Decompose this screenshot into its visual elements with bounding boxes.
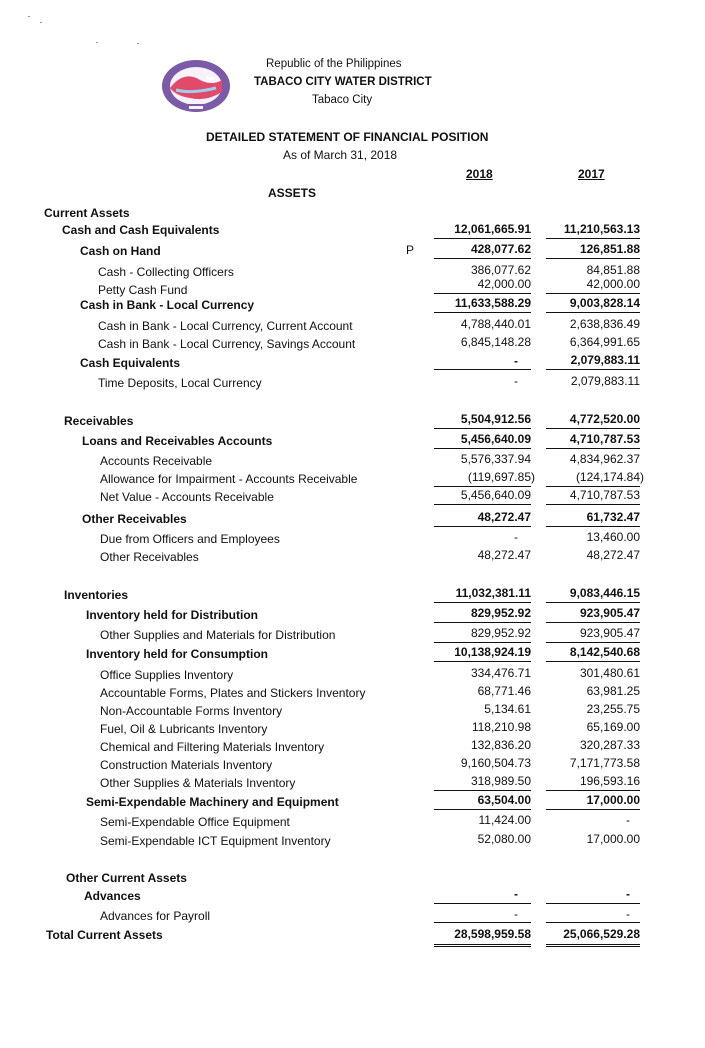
time-deposits-2017: 2,079,883.11 bbox=[570, 374, 640, 388]
statement-date: As of March 31, 2018 bbox=[283, 148, 398, 162]
advances-2018: - bbox=[514, 887, 518, 901]
total-current-2017: 25,066,529.28 bbox=[563, 927, 640, 941]
inventories-label: Inventories bbox=[64, 588, 129, 602]
cash-equivalents-2018: 12,061,665.91 bbox=[454, 222, 531, 236]
chemical-label: Chemical and Filtering Materials Inventory bbox=[100, 740, 325, 754]
cash-bank-current-label: Cash in Bank - Local Currency, Current Account bbox=[98, 319, 353, 333]
total-current-label: Total Current Assets bbox=[46, 928, 163, 942]
other-recv-2017: 61,732.47 bbox=[586, 510, 640, 524]
net-value-2017: 4,710,787.53 bbox=[569, 488, 640, 502]
statement-title: DETAILED STATEMENT OF FINANCIAL POSITION bbox=[206, 130, 489, 144]
construction-2017: 7,171,773.58 bbox=[569, 756, 640, 770]
cash-bank-label: Cash in Bank - Local Currency bbox=[80, 298, 255, 312]
semi-office-2018: 11,424.00 bbox=[478, 813, 531, 827]
semi-office-label: Semi-Expendable Office Equipment bbox=[100, 815, 290, 829]
inv-dist-2018: 829,952.92 bbox=[470, 606, 531, 620]
semi-ict-label: Semi-Expendable ICT Equipment Inventory bbox=[100, 834, 331, 848]
petty-cash-2018: 42,000.00 bbox=[477, 277, 531, 291]
scan-speck bbox=[137, 43, 139, 44]
office-supplies-label: Office Supplies Inventory bbox=[100, 668, 234, 682]
non-accountable-2018: 5,134.61 bbox=[484, 702, 531, 716]
other-supplies-label: Other Supplies & Materials Inventory bbox=[100, 776, 296, 790]
cash-collecting-label: Cash - Collecting Officers bbox=[98, 265, 234, 279]
cash-on-hand-label: Cash on Hand bbox=[80, 244, 161, 258]
net-value-label: Net Value - Accounts Receivable bbox=[100, 490, 274, 504]
loans-recv-2018: 5,456,640.09 bbox=[460, 432, 531, 446]
other-recv-label: Other Receivables bbox=[82, 512, 187, 526]
cash-bank-savings-2018: 6,845,148.28 bbox=[460, 335, 531, 349]
other-recv-2018: 48,272.47 bbox=[477, 510, 531, 524]
other-current-label: Other Current Assets bbox=[66, 871, 187, 885]
petty-cash-label: Petty Cash Fund bbox=[98, 283, 188, 297]
column-header-2017: 2017 bbox=[578, 167, 605, 181]
accounts-recv-2018: 5,576,337.94 bbox=[460, 452, 531, 466]
cash-equivalents-2017: 11,210,563.13 bbox=[563, 222, 640, 236]
cash-equiv-sub-2018: - bbox=[514, 354, 518, 368]
due-officers-label: Due from Officers and Employees bbox=[100, 532, 280, 546]
agency-name: TABACO CITY WATER DISTRICT bbox=[254, 76, 432, 88]
agency-logo bbox=[160, 58, 234, 114]
semi-exp-label: Semi-Expendable Machinery and Equipment bbox=[86, 795, 339, 809]
due-officers-2018: - bbox=[514, 530, 518, 544]
accounts-recv-label: Accounts Receivable bbox=[100, 454, 213, 468]
chemical-2017: 320,287.33 bbox=[579, 738, 640, 752]
other-supplies-2018: 318,989.50 bbox=[470, 774, 531, 788]
accountable-forms-label: Accountable Forms, Plates and Stickers Inventory bbox=[100, 686, 366, 700]
semi-exp-2018: 63,504.00 bbox=[477, 793, 531, 807]
inv-cons-label: Inventory held for Consumption bbox=[86, 647, 268, 661]
other-supplies-dist-label: Other Supplies and Materials for Distribution bbox=[100, 628, 336, 642]
advances-payroll-2018: - bbox=[514, 907, 518, 921]
fuel-2017: 65,169.00 bbox=[586, 720, 640, 734]
non-accountable-label: Non-Accountable Forms Inventory bbox=[100, 704, 283, 718]
accounts-recv-2017: 4,834,962.37 bbox=[569, 452, 640, 466]
cash-equiv-sub-label: Cash Equivalents bbox=[80, 356, 181, 370]
office-supplies-2017: 301,480.61 bbox=[579, 666, 640, 680]
advances-payroll-2017: - bbox=[626, 907, 630, 921]
cash-on-hand-2018: 428,077.62 bbox=[470, 242, 531, 256]
due-officers-2017: 13,460.00 bbox=[586, 530, 640, 544]
loans-recv-2017: 4,710,787.53 bbox=[569, 432, 640, 446]
semi-ict-2017: 17,000.00 bbox=[586, 832, 640, 846]
cash-bank-2018: 11,633,588.29 bbox=[454, 296, 531, 310]
cash-bank-current-2018: 4,788,440.01 bbox=[460, 317, 531, 331]
construction-label: Construction Materials Inventory bbox=[100, 758, 273, 772]
advances-label: Advances bbox=[84, 889, 141, 903]
construction-2018: 9,160,504.73 bbox=[460, 756, 531, 770]
semi-ict-2018: 52,080.00 bbox=[477, 832, 531, 846]
accountable-forms-2018: 68,771.46 bbox=[477, 684, 531, 698]
inv-cons-2017: 8,142,540.68 bbox=[569, 645, 640, 659]
scan-speck bbox=[40, 22, 42, 23]
cash-collecting-2018: 386,077.62 bbox=[470, 263, 531, 277]
cash-bank-savings-2017: 6,364,991.65 bbox=[569, 335, 640, 349]
inventories-2018: 11,032,381.11 bbox=[455, 586, 531, 600]
advances-2017: - bbox=[626, 887, 630, 901]
fuel-label: Fuel, Oil & Lubricants Inventory bbox=[100, 722, 268, 736]
non-accountable-2017: 23,255.75 bbox=[586, 702, 640, 716]
receivables-2018: 5,504,912.56 bbox=[460, 412, 531, 426]
cash-equiv-sub-2017: 2,079,883.11 bbox=[570, 353, 640, 367]
republic-line: Republic of the Philippines bbox=[266, 58, 402, 70]
inv-dist-2017: 923,905.47 bbox=[579, 606, 640, 620]
receivables-2017: 4,772,520.00 bbox=[569, 412, 640, 426]
loans-recv-label: Loans and Receivables Accounts bbox=[82, 434, 273, 448]
chemical-2018: 132,836.20 bbox=[470, 738, 531, 752]
scan-speck bbox=[28, 16, 30, 17]
receivables-label: Receivables bbox=[64, 414, 134, 428]
assets-heading: ASSETS bbox=[268, 186, 317, 200]
other-supplies-dist-2017: 923,905.47 bbox=[579, 626, 640, 640]
time-deposits-label: Time Deposits, Local Currency bbox=[98, 376, 262, 390]
semi-office-2017: - bbox=[626, 813, 630, 827]
allowance-label: Allowance for Impairment - Accounts Receivable bbox=[100, 472, 358, 486]
other-recv2-label: Other Receivables bbox=[100, 550, 199, 564]
cash-equivalents-label: Cash and Cash Equivalents bbox=[62, 223, 220, 237]
fuel-2018: 118,210.98 bbox=[471, 720, 531, 734]
cash-collecting-2017: 84,851.88 bbox=[586, 263, 640, 277]
agency-city: Tabaco City bbox=[312, 94, 373, 106]
accountable-forms-2017: 63,981.25 bbox=[586, 684, 640, 698]
allowance-2017: (124,174.84) bbox=[575, 470, 644, 484]
allowance-2018: (119,697.85) bbox=[467, 470, 535, 484]
inventories-2017: 9,083,446.15 bbox=[569, 586, 640, 600]
currency-symbol: P bbox=[406, 243, 415, 257]
total-current-2018: 28,598,959.58 bbox=[454, 927, 531, 941]
other-recv2-2017: 48,272.47 bbox=[586, 548, 640, 562]
other-supplies-dist-2018: 829,952.92 bbox=[470, 626, 531, 640]
inv-dist-label: Inventory held for Distribution bbox=[86, 608, 259, 622]
scan-speck bbox=[96, 42, 98, 43]
cash-on-hand-2017: 126,851.88 bbox=[579, 242, 640, 256]
other-recv2-2018: 48,272.47 bbox=[477, 548, 531, 562]
inv-cons-2018: 10,138,924.19 bbox=[454, 645, 531, 659]
time-deposits-2018: - bbox=[514, 374, 518, 388]
cash-bank-current-2017: 2,638,836.49 bbox=[569, 317, 640, 331]
current-assets-heading: Current Assets bbox=[44, 206, 130, 220]
advances-payroll-label: Advances for Payroll bbox=[100, 909, 211, 923]
column-header-2018: 2018 bbox=[466, 167, 493, 181]
semi-exp-2017: 17,000.00 bbox=[586, 793, 640, 807]
cash-bank-2017: 9,003,828.14 bbox=[569, 296, 640, 310]
cash-bank-savings-label: Cash in Bank - Local Currency, Savings Account bbox=[98, 337, 356, 351]
petty-cash-2017: 42,000.00 bbox=[586, 277, 640, 291]
net-value-2018: 5,456,640.09 bbox=[460, 488, 531, 502]
other-supplies-2017: 196,593.16 bbox=[579, 774, 640, 788]
office-supplies-2018: 334,476.71 bbox=[470, 666, 531, 680]
